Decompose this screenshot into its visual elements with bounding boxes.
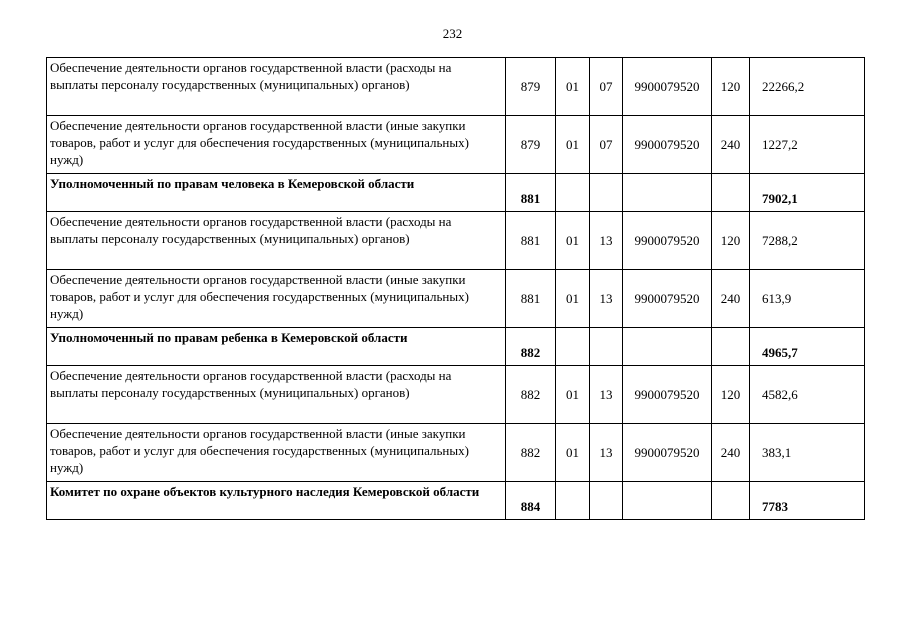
row-rz: 01 bbox=[556, 270, 590, 328]
row-rz bbox=[556, 328, 590, 366]
row-amount: 7288,2 bbox=[750, 212, 865, 270]
row-csr: 9900079520 bbox=[623, 116, 712, 174]
row-name: Уполномоченный по правам человека в Кемеровской области bbox=[47, 174, 506, 212]
row-ved: 882 bbox=[506, 424, 556, 482]
page-number: 232 bbox=[442, 26, 463, 41]
row-name: Обеспечение деятельности органов государственной власти (расходы на выплаты персоналу государственных (муниципальных) органов) bbox=[47, 58, 506, 116]
row-rz bbox=[556, 482, 590, 520]
row-vr bbox=[712, 328, 750, 366]
table-row-section bbox=[47, 174, 865, 212]
row-name: Обеспечение деятельности органов государственной власти (иные закупки товаров, работ и услуг для обеспечения государственных (муниципальных) нужд) bbox=[47, 424, 506, 482]
table-row bbox=[47, 212, 865, 270]
row-csr: 9900079520 bbox=[623, 366, 712, 424]
row-pr: 07 bbox=[590, 116, 623, 174]
row-pr: 07 bbox=[590, 58, 623, 116]
row-ved: 879 bbox=[506, 58, 556, 116]
table-row-section bbox=[47, 482, 865, 520]
row-amount: 7902,1 bbox=[750, 174, 865, 212]
row-ved: 884 bbox=[506, 482, 556, 520]
row-amount: 613,9 bbox=[750, 270, 865, 328]
row-name: Обеспечение деятельности органов государственной власти (расходы на выплаты персоналу государственных (муниципальных) органов) bbox=[47, 212, 506, 270]
row-pr bbox=[590, 328, 623, 366]
row-amount: 1227,2 bbox=[750, 116, 865, 174]
budget-table bbox=[46, 57, 865, 520]
budget-table-body bbox=[47, 58, 865, 520]
row-amount: 4582,6 bbox=[750, 366, 865, 424]
row-csr: 9900079520 bbox=[623, 424, 712, 482]
row-ved: 882 bbox=[506, 366, 556, 424]
row-vr: 120 bbox=[712, 58, 750, 116]
table-row bbox=[47, 366, 865, 424]
row-ved: 882 bbox=[506, 328, 556, 366]
row-rz: 01 bbox=[556, 116, 590, 174]
row-csr bbox=[623, 328, 712, 366]
table-row bbox=[47, 58, 865, 116]
row-pr: 13 bbox=[590, 366, 623, 424]
row-pr: 13 bbox=[590, 270, 623, 328]
row-rz: 01 bbox=[556, 424, 590, 482]
row-ved: 881 bbox=[506, 270, 556, 328]
table-row bbox=[47, 424, 865, 482]
row-pr: 13 bbox=[590, 212, 623, 270]
row-pr: 13 bbox=[590, 424, 623, 482]
row-amount: 383,1 bbox=[750, 424, 865, 482]
table-row bbox=[47, 116, 865, 174]
row-vr: 240 bbox=[712, 116, 750, 174]
row-vr: 120 bbox=[712, 366, 750, 424]
row-ved: 881 bbox=[506, 174, 556, 212]
row-name: Уполномоченный по правам ребенка в Кемеровской области bbox=[47, 328, 506, 366]
row-amount: 7783 bbox=[750, 482, 865, 520]
row-vr bbox=[712, 482, 750, 520]
row-csr: 9900079520 bbox=[623, 270, 712, 328]
row-name: Обеспечение деятельности органов государственной власти (иные закупки товаров, работ и услуг для обеспечения государственных (муниципальных) нужд) bbox=[47, 116, 506, 174]
row-rz: 01 bbox=[556, 366, 590, 424]
row-amount: 22266,2 bbox=[750, 58, 865, 116]
row-csr bbox=[623, 482, 712, 520]
table-row-section bbox=[47, 328, 865, 366]
row-name: Обеспечение деятельности органов государственной власти (иные закупки товаров, работ и услуг для обеспечения государственных (муниципальных) нужд) bbox=[47, 270, 506, 328]
row-vr: 120 bbox=[712, 212, 750, 270]
row-ved: 879 bbox=[506, 116, 556, 174]
row-vr: 240 bbox=[712, 424, 750, 482]
row-csr: 9900079520 bbox=[623, 58, 712, 116]
row-amount: 4965,7 bbox=[750, 328, 865, 366]
row-csr: 9900079520 bbox=[623, 212, 712, 270]
row-ved: 881 bbox=[506, 212, 556, 270]
row-rz bbox=[556, 174, 590, 212]
row-pr bbox=[590, 482, 623, 520]
row-pr bbox=[590, 174, 623, 212]
row-vr: 240 bbox=[712, 270, 750, 328]
row-name: Комитет по охране объектов культурного наследия Кемеровской области bbox=[47, 482, 506, 520]
row-rz: 01 bbox=[556, 212, 590, 270]
row-rz: 01 bbox=[556, 58, 590, 116]
row-vr bbox=[712, 174, 750, 212]
row-csr bbox=[623, 174, 712, 212]
table-row bbox=[47, 270, 865, 328]
row-name: Обеспечение деятельности органов государственной власти (расходы на выплаты персоналу государственных (муниципальных) органов) bbox=[47, 366, 506, 424]
